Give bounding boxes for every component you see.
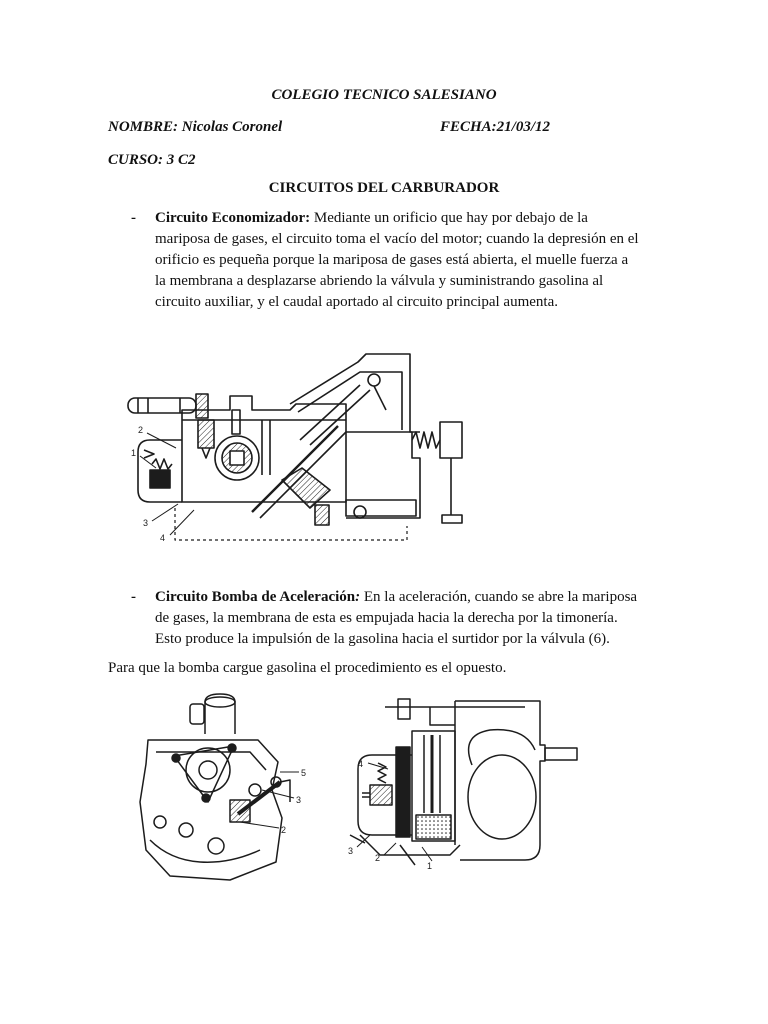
- accelerator-pump-exterior-diagram: [130, 690, 320, 885]
- bullet-economizer: -: [131, 210, 136, 226]
- section-accelerator-pump: [155, 587, 637, 650]
- paragraph-line: [155, 208, 639, 229]
- paragraph-line: circuito auxiliar, y el caudal aportado al circuito principal aumenta.: [155, 294, 558, 310]
- figure-label: 4: [160, 533, 166, 543]
- date-field: FECHA:21/03/12: [440, 119, 551, 135]
- paragraph-line: orificio es pequeña porque la mariposa de gases está abierta, el muelle fuerza a: [155, 252, 629, 268]
- air-inlet-pipe: [128, 394, 208, 418]
- paragraph-line: mariposa de gases, el circuito toma el vacío del motor; cuando la depresión en el: [155, 231, 639, 247]
- figure-label: 4: [358, 759, 364, 769]
- course-field: CURSO: 3 C2: [108, 152, 196, 168]
- figure-label: 1: [427, 861, 433, 871]
- float-bowl: [455, 701, 545, 860]
- outlet-tube: [545, 748, 577, 760]
- figure-label: 5: [301, 768, 307, 778]
- pump-chamber: [358, 747, 412, 837]
- paragraph-line: Esto produce la impulsión de la gasolina hacia el surtidor por la válvula (6).: [155, 631, 610, 647]
- document-title: CIRCUITOS DEL CARBURADOR: [268, 180, 500, 196]
- section-label: Circuito Economizador:: [155, 210, 311, 226]
- valve-linkage: [252, 426, 416, 525]
- section-label-colon: :: [355, 589, 361, 605]
- paragraph-text: Mediante un orificio que hay por debajo de la: [313, 210, 588, 226]
- pump-channel: [412, 731, 455, 841]
- closing-paragraph: Para que la bomba cargue gasolina el procedimiento es el opuesto.: [108, 660, 507, 676]
- accelerator-pump-section-diagram: [340, 695, 580, 880]
- top-inlet-stub: [190, 694, 235, 734]
- paragraph-text: En la aceleración, cuando se abre la mariposa: [363, 589, 638, 605]
- figure-label: 2: [375, 853, 381, 863]
- paragraph-line: de gases, la membrana de esta es empujada hacia la derecha por la timonería.: [155, 610, 618, 626]
- section-economizer: [155, 208, 639, 313]
- figure-label: 2: [138, 425, 144, 435]
- diaphragm-housing: [138, 440, 182, 502]
- figure-label: 2: [281, 825, 287, 835]
- figure-label: 3: [296, 795, 302, 805]
- figure-label: 3: [348, 846, 354, 856]
- section-label: Circuito Bomba de Aceleración: [155, 589, 356, 605]
- paragraph-line: la membrana a desplazarse abriendo la válvula y suministrando gasolina al: [155, 273, 604, 289]
- throttle-disc: [215, 436, 259, 480]
- economizer-circuit-diagram: [120, 340, 480, 555]
- school-name: COLEGIO TECNICO SALESIANO: [271, 87, 497, 103]
- student-name: NOMBRE: Nicolas Coronel: [108, 119, 283, 135]
- vacuum-line-dashed: [175, 508, 407, 540]
- figure-label: 3: [143, 518, 149, 528]
- paragraph-line: [155, 587, 637, 608]
- figure-label: 1: [131, 448, 137, 458]
- label-leaders: [357, 763, 432, 861]
- bullet-accelerator-pump: -: [131, 589, 136, 605]
